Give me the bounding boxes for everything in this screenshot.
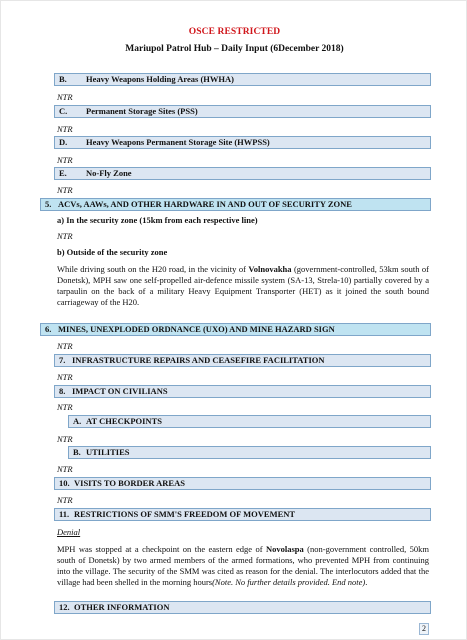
section-c-label: Permanent Storage Sites (PSS)	[86, 106, 198, 116]
section-8a-content: NTR	[57, 434, 73, 444]
section-e-content: NTR	[57, 185, 73, 195]
section-d-label: Heavy Weapons Permanent Storage Site (HWPSS)	[86, 137, 270, 147]
section-6-number: 6.	[45, 324, 52, 334]
page-number: 2	[419, 623, 429, 635]
section-12-number: 12.	[59, 602, 70, 612]
section-5-number: 5.	[45, 199, 52, 209]
section-5a-content: NTR	[57, 231, 73, 241]
section-11-label: RESTRICTIONS OF SMM'S FREEDOM OF MOVEMENT	[74, 509, 296, 519]
section-7-content: NTR	[57, 372, 73, 382]
section-11-heading	[54, 508, 431, 521]
section-10-number: 10.	[59, 478, 70, 488]
section-7-number: 7.	[59, 355, 66, 365]
section-10-content: NTR	[57, 495, 73, 505]
section-b-heading	[54, 73, 431, 86]
section-10-label: VISITS TO BORDER AREAS	[74, 478, 185, 488]
section-5-label: ACVs, AAWs, AND OTHER HARDWARE IN AND OUT OF SECURITY ZONE	[58, 199, 352, 209]
section-b-label: Heavy Weapons Holding Areas (HWHA)	[86, 74, 234, 84]
section-8b-content: NTR	[57, 464, 73, 474]
section-c-heading	[54, 105, 431, 118]
section-5a-subheading: a) In the security zone (15km from each respective line)	[57, 215, 258, 225]
section-8-heading	[54, 385, 431, 398]
place-volnovakha: Volnovakha	[248, 264, 292, 274]
document-title: Mariupol Patrol Hub – Daily Input (6December 2018)	[125, 44, 344, 54]
section-11-number: 11.	[59, 509, 70, 519]
section-10-heading	[54, 477, 431, 490]
section-8-label: IMPACT ON CIVILIANS	[72, 386, 168, 396]
section-e-number: E.	[59, 168, 67, 178]
section-c-content: NTR	[57, 124, 73, 134]
section-8-content: NTR	[57, 402, 73, 412]
section-5b-paragraph: While driving south on the H20 road, in the vicinity of Volnovakha (government-controlled, 53km south of Donetsk), MPH saw one self-propelled air-defence missile system (SA-13, Strela-10) partially covered by a tarpaulin on the back of a military Heavy Equipment Transporter (HET) as it joined the south bound carriageway of the H20.	[57, 264, 429, 307]
section-12-heading	[54, 601, 431, 614]
section-8b-number: B.	[73, 447, 81, 457]
section-d-content: NTR	[57, 155, 73, 165]
section-5b-subheading: b) Outside of the security zone	[57, 247, 168, 257]
section-5-heading	[40, 198, 431, 211]
section-e-label: No-Fly Zone	[86, 168, 132, 178]
section-c-number: C.	[59, 106, 68, 116]
editorial-note: (Note. No further details provided. End note)	[212, 577, 366, 587]
section-6-heading	[40, 323, 431, 336]
denial-subheading: Denial	[57, 527, 81, 537]
place-novolaspa: Novolaspa	[265, 544, 304, 554]
classification-marking: OSCE RESTRICTED	[188, 27, 281, 37]
section-b-content: NTR	[57, 92, 73, 102]
section-8a-number: A.	[73, 416, 82, 426]
section-7-label: INFRASTRUCTURE REPAIRS AND CEASEFIRE FACILITATION	[72, 355, 325, 365]
section-11-paragraph: MPH was stopped at a checkpoint on the eastern edge of Novolaspa (non-government controlled, 50km south of Donetsk) by two armed members of the armed formations, who prevented MPH from continuing into the village. The security of the SMM was cited as reason for the denial. The interlocutors added that the village had been shelled in the morning hours(Note. No further details provided. End note).	[57, 544, 429, 587]
section-7-heading	[54, 354, 431, 367]
section-6-content: NTR	[57, 341, 73, 351]
section-8a-heading	[68, 415, 431, 428]
section-8b-label: UTILITIES	[86, 447, 130, 457]
section-e-heading	[54, 167, 431, 180]
section-8a-label: AT CHECKPOINTS	[86, 416, 162, 426]
section-d-heading	[54, 136, 431, 149]
section-6-label: MINES, UNEXPLODED ORDNANCE (UXO) AND MINE HAZARD SIGN	[58, 324, 335, 334]
section-8-number: 8.	[59, 386, 66, 396]
section-12-label: OTHER INFORMATION	[74, 602, 170, 612]
section-8b-heading	[68, 446, 431, 459]
section-b-number: B.	[59, 74, 67, 84]
section-d-number: D.	[59, 137, 68, 147]
